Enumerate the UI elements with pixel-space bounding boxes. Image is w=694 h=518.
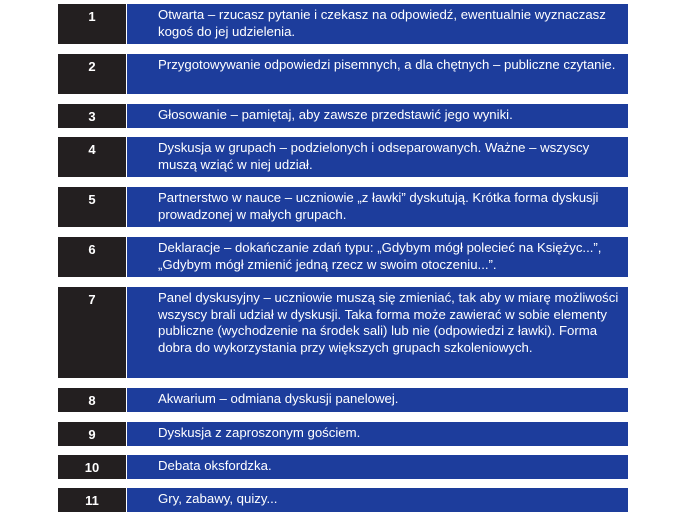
table-row (58, 287, 628, 378)
table-row (58, 422, 628, 446)
row-number: 3 (58, 104, 126, 128)
row-text: Partnerstwo w nauce – uczniowie „z ławki” dyskutują. Krótka forma dyskusji prowadzonej w małych grupach. (127, 187, 628, 227)
table-row (58, 187, 628, 227)
row-text: Deklaracje – dokańczanie zdań typu: „Gdybym mógł polecieć na Księżyc...”, „Gdybym mógł zmienić jedną rzecz w swoim otoczeniu...”. (127, 237, 628, 277)
row-text: Dyskusja z zaproszonym gościem. (127, 422, 628, 446)
row-text: Panel dyskusyjny – uczniowie muszą się zmieniać, tak aby w miarę możliwości wszyscy brali udział w dyskusji. Taka forma może zawierać w sobie elementy publiczne (wychodzenie na środek sali) lub nie (odpowiedzi z ławki). Forma dobra do wykorzystania przy większych grupach szkoleniowych. (127, 287, 628, 378)
row-number: 7 (58, 287, 126, 378)
row-number: 8 (58, 388, 126, 412)
table-row (58, 54, 628, 94)
row-text: Otwarta – rzucasz pytanie i czekasz na odpowiedź, ewentualnie wyznaczasz kogoś do jej udzielenia. (127, 4, 628, 44)
row-text: Akwarium – odmiana dyskusji panelowej. (127, 388, 628, 412)
table-row (58, 237, 628, 277)
row-text: Głosowanie – pamiętaj, aby zawsze przedstawić jego wyniki. (127, 104, 628, 128)
row-number: 11 (58, 488, 126, 512)
table-row (58, 455, 628, 479)
table-row (58, 137, 628, 177)
row-number: 6 (58, 237, 126, 277)
table-row (58, 4, 628, 44)
row-number: 1 (58, 4, 126, 44)
table-row (58, 104, 628, 128)
row-number: 9 (58, 422, 126, 446)
row-text: Gry, zabawy, quizy... (127, 488, 628, 512)
table-row (58, 488, 628, 512)
row-text: Przygotowywanie odpowiedzi pisemnych, a dla chętnych – publiczne czytanie. (127, 54, 628, 94)
row-number: 2 (58, 54, 126, 94)
table-row (58, 388, 628, 412)
row-text: Debata oksfordzka. (127, 455, 628, 479)
row-number: 5 (58, 187, 126, 227)
row-number: 10 (58, 455, 126, 479)
row-number: 4 (58, 137, 126, 177)
row-text: Dyskusja w grupach – podzielonych i odseparowanych. Ważne – wszyscy muszą wziąć w niej udział. (127, 137, 628, 177)
